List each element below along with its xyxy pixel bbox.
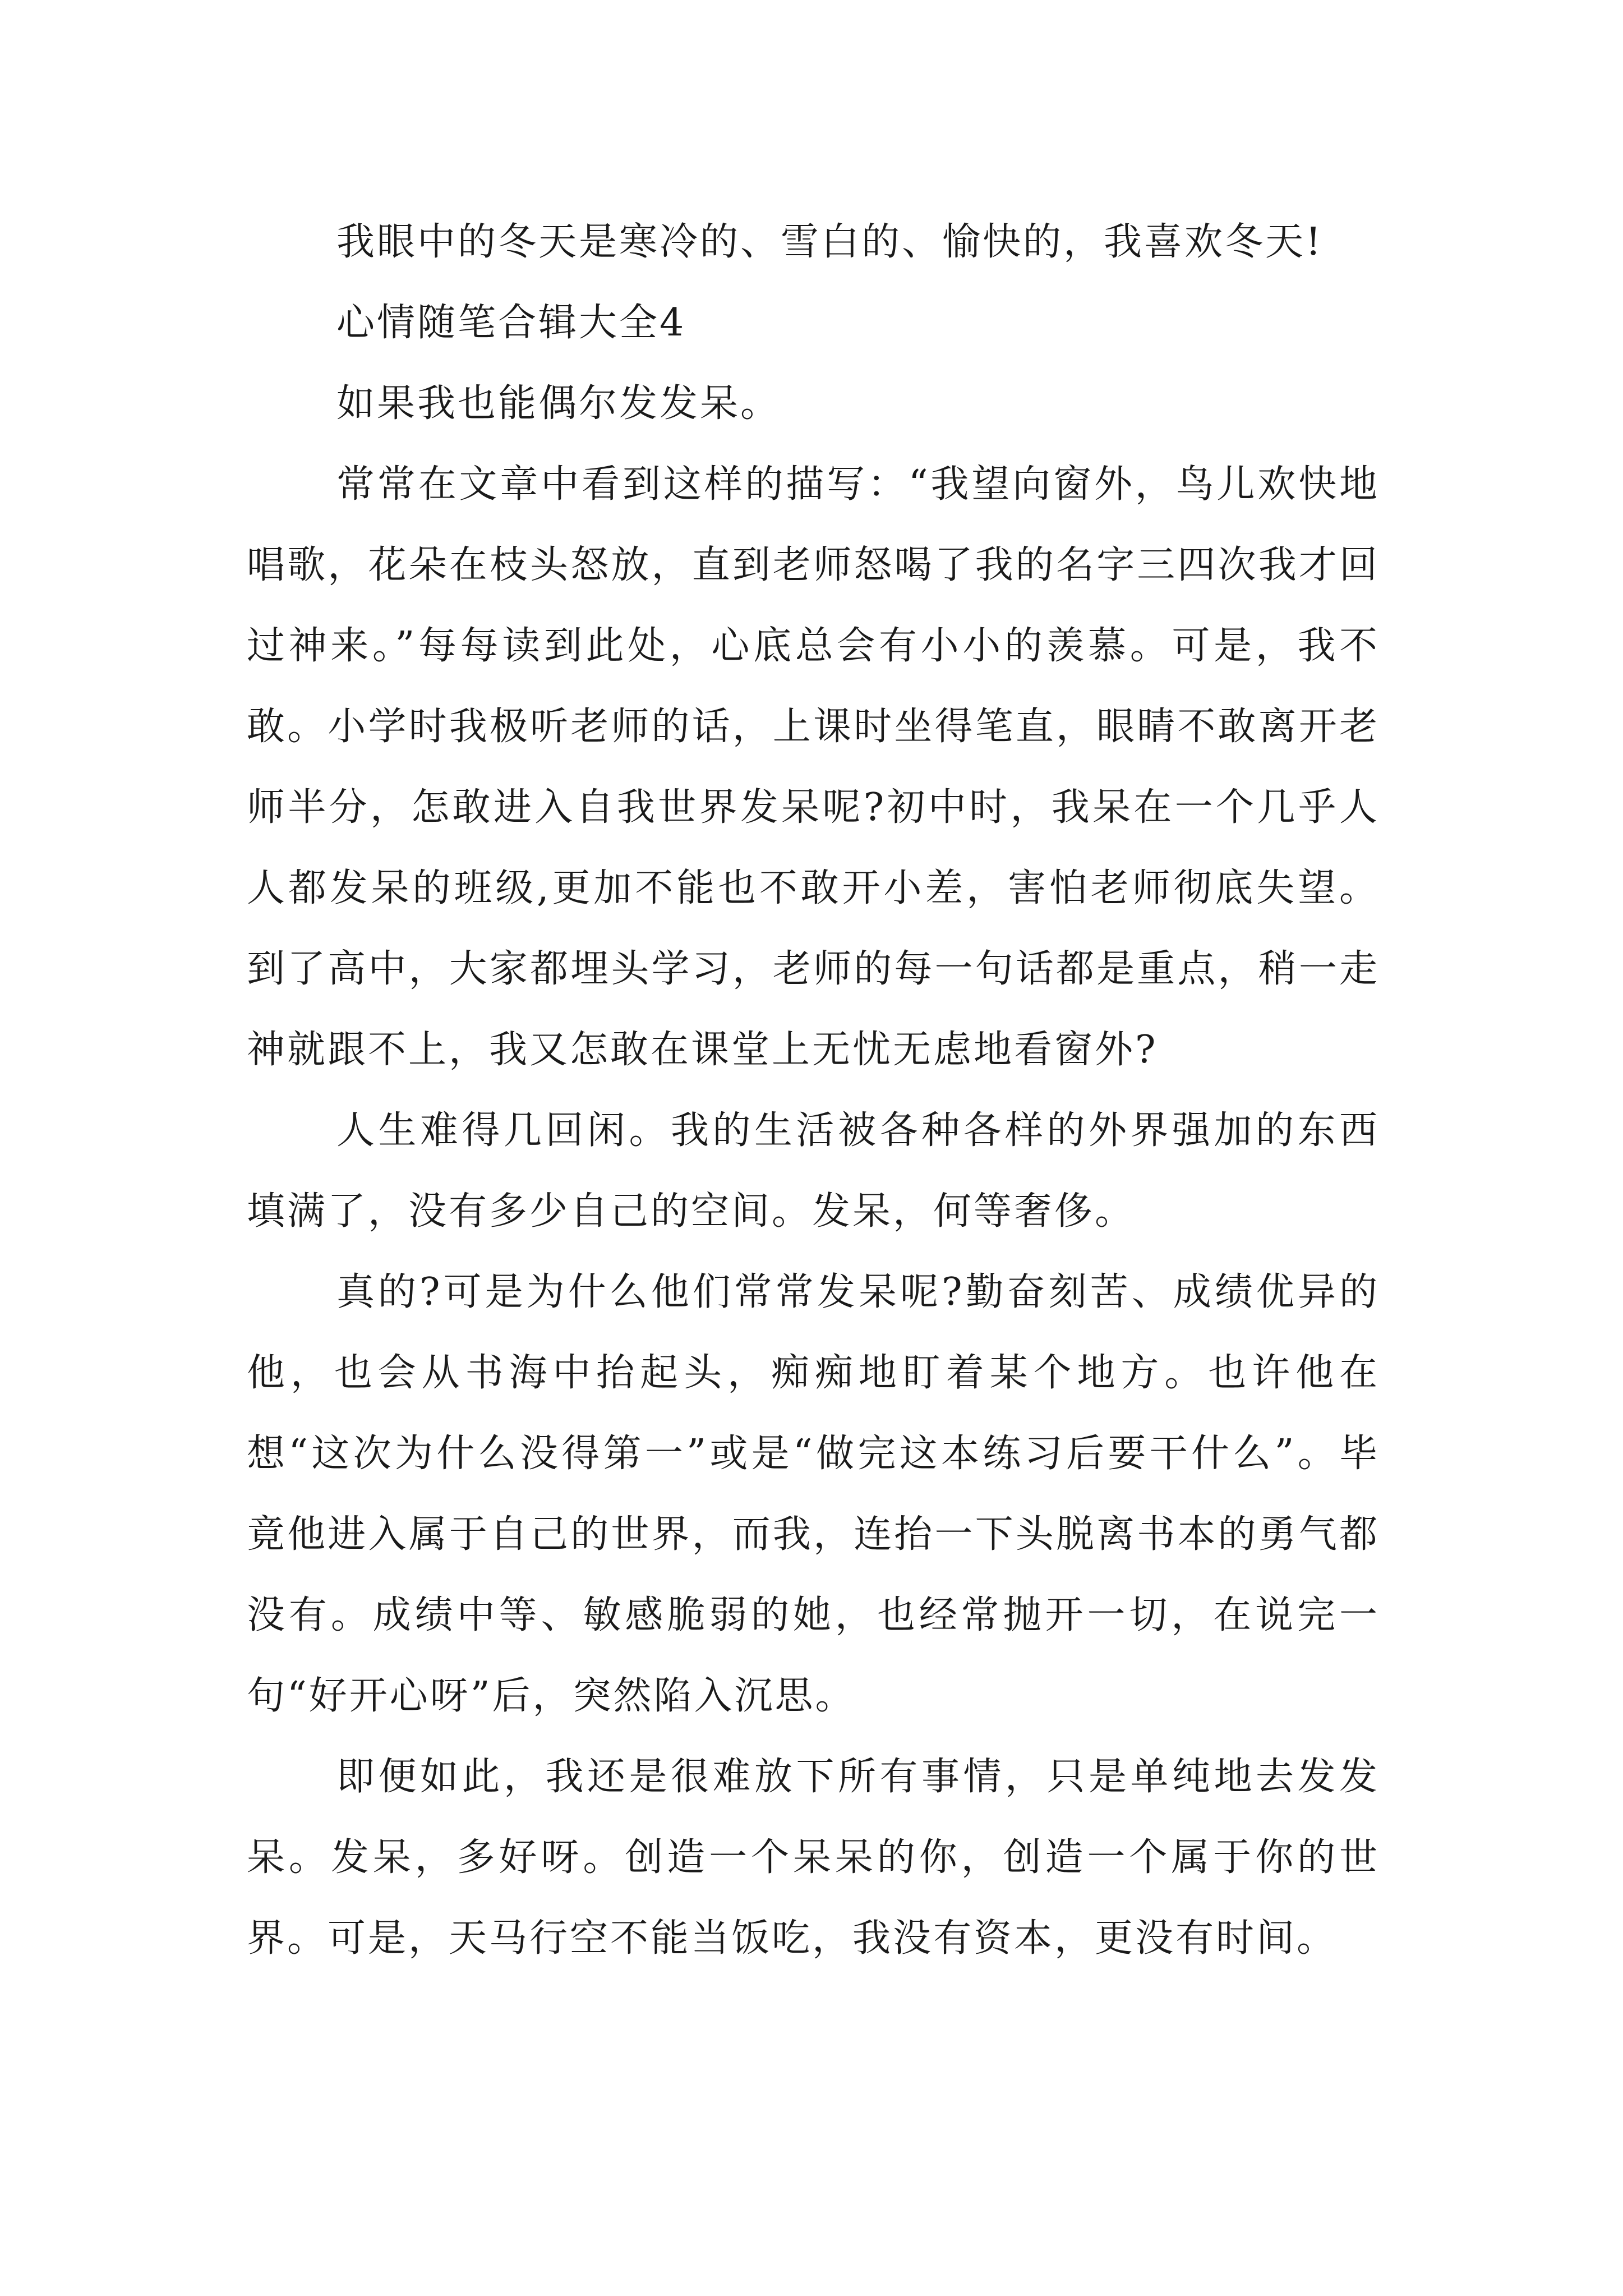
document-body — [247, 202, 1380, 1979]
paragraph-winter-conclusion: 我眼中的冬天是寒冷的、雪白的、愉快的，我喜欢冬天! — [336, 220, 1324, 264]
paragraph-daydream-wish: 如果我也能偶尔发发呆。 — [336, 381, 781, 426]
paragraph-conclusion: 即便如此，我还是很难放下所有事情，只是单纯地去发发呆。发呆，多好呀。创造一个呆呆的你，创造一个属于你的世界。可是，天马行空不能当饭吃，我没有资本，更没有时间。 — [247, 1755, 1380, 1961]
paragraph-school-memories: 常常在文章中看到这样的描写：“我望向窗外，鸟儿欢快地唱歌，花朵在枝头怒放，直到老师怒喝了我的名字三四次我才回过神来。”每每读到此处，心底总会有小小的羡慕。可是，我不敢。小学时我极听老师的话，上课时坐得笔直，眼睛不敢离开老师半分，怎敢进入自我世界发呆呢?初中时，我呆在一个几乎人人都发呆的班级,更加不能也不敢开小差，害怕老师彻底失望。到了高中，大家都埋头学习，老师的每一句话都是重点，稍一走神就跟不上，我又怎敢在课堂上无忧无虑地看窗外? — [247, 462, 1380, 1072]
section-heading: 心情随笔合辑大全4 — [336, 301, 686, 345]
paragraph-classmates: 真的?可是为什么他们常常发呆呢?勤奋刻苦、成绩优异的他，也会从书海中抬起头，痴痴地盯着某个地方。也许他在想“这次为什么没得第一”或是“做完这本练习后要干什么”。毕竟他进入属于自己的世界，而我，连抬一下头脱离书本的勇气都没有。成绩中等、敏感脆弱的她，也经常抛开一切，在说完一句“好开心呀”后，突然陷入沉思。 — [247, 1270, 1380, 1718]
paragraph-rare-leisure: 人生难得几回闲。我的生活被各种各样的外界强加的东西填满了，没有多少自己的空间。发呆，何等奢侈。 — [247, 1108, 1380, 1234]
